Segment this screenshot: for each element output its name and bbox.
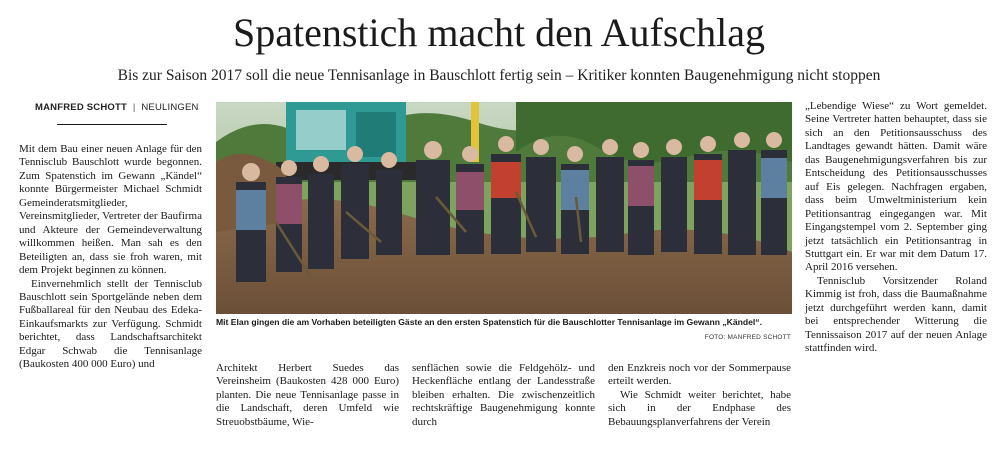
article-column-4: [608, 362, 791, 429]
subheadline: Bis zur Saison 2017 soll die neue Tennisanlage in Bauschlott fertig sein – Kritiker konnten Baugenehmigung nicht stoppen: [117, 67, 881, 84]
photo-caption: Mit Elan gingen die am Vorhaben beteiligten Gäste an den ersten Spatenstich für die Bauschlotter Tennisanlage im Gewann „Kändel“.: [216, 317, 762, 327]
paragraph: den Enzkreis noch vor der Sommerpause erteilt werden.: [608, 362, 791, 388]
byline-location: NEULINGEN: [141, 102, 199, 113]
byline-rule: [57, 124, 167, 125]
article-photo: [216, 102, 792, 314]
paragraph: Einvernehmlich stellt der Tennisclub Bauschlott sein Sportgelände neben dem Fußballareal für den Neubau des Edeka-Einkaufsmarkts zur Verfügung. Schmidt berichtet, dass Landschaftsarchitekt Edgar Schwab die Tennisanlage (Baukosten 400 000 Euro) und: [19, 277, 202, 371]
article-column-2: [216, 362, 399, 429]
paragraph: Tennisclub Vorsitzender Roland Kimmig ist froh, dass die Baumaßnahme jetzt durchgeführt werden kann, damit bei entsprechender Witterung die Tennissaison 2017 auf der neuen Anlage stattfinden wird.: [805, 274, 987, 355]
photo-credit: FOTO: MANFRED SCHOTT: [704, 334, 791, 341]
article-column-5: [805, 100, 987, 356]
article-column-3: [412, 362, 595, 429]
article-column-1: [19, 143, 202, 372]
paragraph: senflächen sowie die Feldgehölz- und Heckenfläche entlang der Landesstraße bleiben erhalten. Die zwischenzeitlich rechtskräftige Baugenehmigung konnte durch: [412, 362, 595, 428]
paragraph: Wie Schmidt weiter berichtet, habe sich in der Endphase des Bebauungsplanverfahrens der Verein: [608, 388, 791, 428]
headline: Spatenstich macht den Aufschlag: [232, 10, 766, 55]
paragraph: „Lebendige Wiese“ zu Wort gemeldet. Seine Vertreter hatten behauptet, dass sie sich an den Petitionsausschuss des Landtages gewandt hätten. Damit wäre das Baugenehmigungsverfahren bis zur Entscheidung des Petitionsausschusses auf Eis gelegen. Nachfragen ergaben, dass beim Umweltministerium kein Petitionsantrag eingegangen war. Mit Eingangstempel vom 2. September ging jetzt tatsächlich ein Petitionsantrag in Stuttgart ein. Er war mit dem Datum 17. April 2016 versehen.: [805, 100, 987, 274]
paragraph: Architekt Herbert Suedes das Vereinsheim (Baukosten 428 000 Euro) planten. Die neue Tennisanlage passe in die Landschaft, deren Umfeld wie Streuobstbäume, Wie-: [216, 362, 399, 428]
byline-author: MANFRED SCHOTT: [35, 102, 127, 113]
byline-separator: |: [132, 102, 136, 113]
byline: [35, 102, 199, 113]
paragraph: Mit dem Bau einer neuen Anlage für den Tennisclub Bauschlott wurde begonnen. Zum Spatenstich im Gewann „Kändel“ konnte Bürgermeister Michael Schmidt Gemeinderatsmitglieder, Vereinsmitglieder, Vertreter der Baufirma und Akteure der Gemeindeverwaltung willkommen heißen. Man sah es den Beteiligten an, dass sie froh waren, mit dem Projekt beginnen zu können.: [19, 143, 202, 277]
